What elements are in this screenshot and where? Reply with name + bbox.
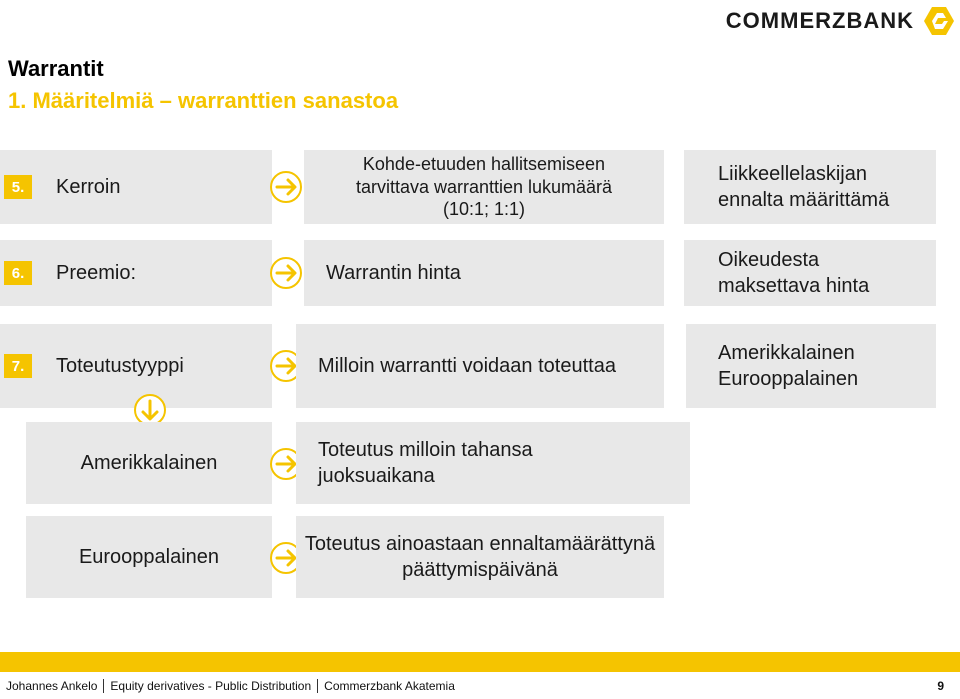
number-badge-7: 7.	[4, 354, 32, 378]
american-term-box	[26, 422, 272, 504]
american-term: Amerikkalainen	[80, 452, 218, 474]
page-subtitle: 1. Määritelmiä – warranttien sanastoa	[8, 88, 399, 113]
footer-topic: Equity derivatives - Public Distribution	[110, 679, 312, 693]
page-title: Warrantit	[8, 56, 104, 81]
number-badge-6: 6.	[4, 261, 32, 285]
note-7-american: Amerikkalainen	[718, 342, 855, 364]
footer-org: Commerzbank Akatemia	[324, 679, 455, 693]
european-term-box	[26, 516, 272, 598]
note-5: Liikkeellelaskijan ennalta määrittämä	[718, 163, 890, 211]
footer	[0, 676, 960, 696]
definition-5: Kohde-etuuden hallitsemiseen tarvittava warranttien lukumäärä (10:1; 1:1)	[355, 154, 613, 220]
number-badge-5: 5.	[4, 175, 32, 199]
page-number: 9	[937, 679, 944, 693]
right-arrow-icon	[270, 257, 302, 289]
definition-7: Milloin warrantti voidaan toteuttaa	[318, 355, 616, 377]
term-7: Toteutustyyppi	[56, 355, 184, 377]
european-definition-box	[296, 516, 664, 598]
logo-text: COMMERZBANK	[725, 8, 914, 33]
note-6: Oikeudesta maksettava hinta	[718, 249, 870, 297]
logo-ribbon-icon	[920, 4, 958, 38]
term-6: Preemio:	[56, 262, 137, 284]
definition-box-6	[304, 240, 664, 306]
footer-author: Johannes Ankelo	[6, 679, 98, 693]
right-arrow-icon	[270, 171, 302, 203]
note-box-6	[684, 240, 936, 306]
definition-box-5	[304, 150, 664, 224]
note-box-5	[684, 150, 936, 224]
european-term: Eurooppalainen	[78, 546, 220, 568]
definition-box-7	[296, 324, 664, 408]
term-box-6	[0, 240, 272, 306]
definition-6: Warrantin hinta	[326, 262, 461, 284]
american-definition: Toteutus milloin tahansa juoksuaikana	[318, 439, 533, 487]
european-definition: Toteutus ainoastaan ennaltamäärättynä päättymispäivänä	[304, 533, 656, 581]
term-box-5	[0, 150, 272, 224]
commerzbank-logo	[726, 4, 958, 38]
american-definition-box	[296, 422, 690, 504]
note-box-7	[686, 324, 936, 408]
term-5: Kerroin	[56, 176, 121, 198]
note-7-european: Eurooppalainen	[718, 368, 859, 390]
footer-accent-bar	[0, 652, 960, 672]
